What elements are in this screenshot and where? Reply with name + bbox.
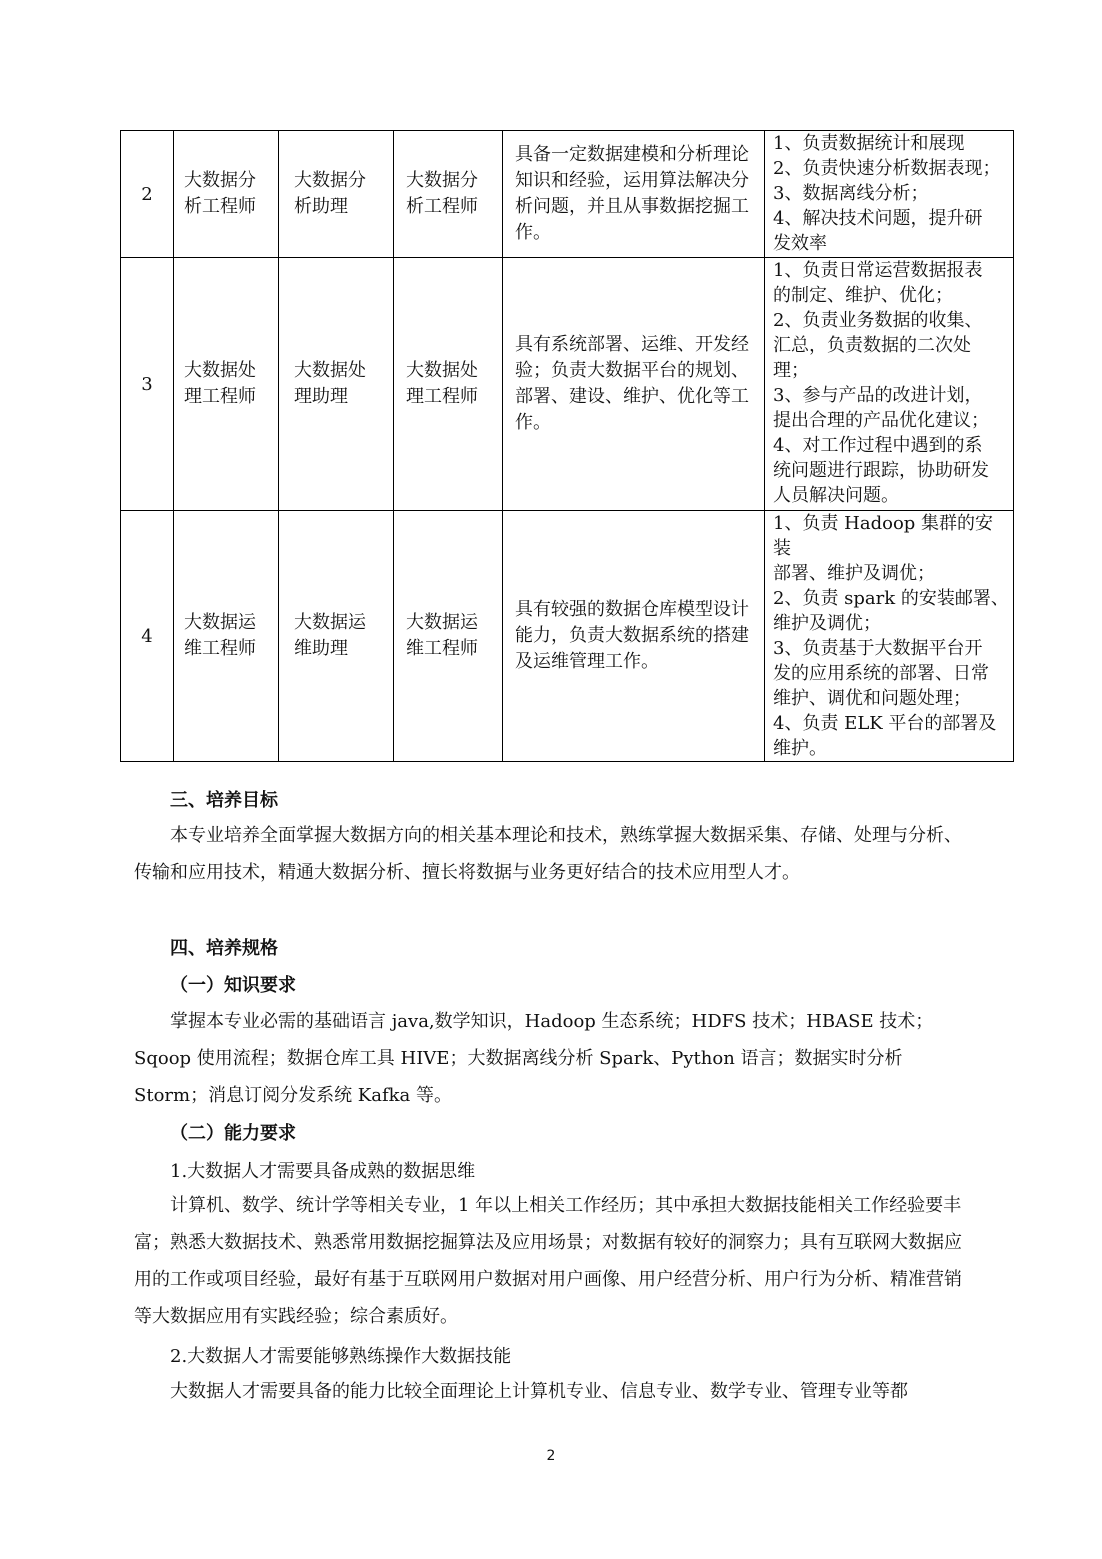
row-number: 3: [121, 258, 174, 511]
duty-line: 3、负责基于大数据平台开: [773, 638, 983, 659]
row-number: 4: [121, 511, 174, 762]
duty-line: 1、负责 Hadoop 集群的安装: [773, 513, 994, 559]
requirement-cell: 具备一定数据建模和分析理论知识和经验，运用算法解决分析问题，并且从事数据挖掘工作。: [503, 131, 765, 258]
ability-item1-body: [134, 1187, 974, 1335]
duty-line: 部署、维护及调优；: [773, 563, 935, 584]
page-number: 2: [546, 1448, 556, 1464]
ability-item1-paragraph: 计算机、数学、统计学等相关专业，1 年以上相关工作经历；其中承担大数据技能相关工作经验要丰富；熟悉大数据技术、熟悉常用数据挖掘算法及应用场景；对数据有较好的洞察力；具有互联网大数据应用的工作或项目经验，最好有基于互联网用户数据对用户画像、用户经营分析、用户行为分析、精准营销等大数据应用有实践经验；综合素质好。: [134, 1195, 962, 1327]
duty-line: 4、负责 ELK 平台的部署及: [773, 713, 997, 734]
target-position: 大数据分析工程师: [406, 170, 478, 217]
duty-line: 维护、调优和问题处理；: [773, 688, 971, 709]
duty-cell: [765, 511, 1014, 762]
position-name: 大数据处理工程师: [184, 360, 256, 407]
duty-line: 2、负责业务数据的收集、: [773, 310, 983, 331]
duty-line: 汇总，负责数据的二次处: [773, 335, 971, 356]
duty-line: 维护及调优；: [773, 613, 881, 634]
duty-line: 发效率: [773, 233, 827, 254]
ability-item2-title: 2.大数据人才需要能够熟练操作大数据技能: [170, 1346, 512, 1367]
duty-line: 2、负责 spark 的安装邮署、: [773, 588, 1009, 609]
duty-cell: [765, 258, 1014, 511]
requirement-cell: 具有系统部署、运维、开发经验；负责大数据平台的规划、部署、建设、维护、优化等工作。: [503, 258, 765, 511]
ability-item2-body: [134, 1373, 974, 1410]
knowledge-body: [134, 1003, 974, 1114]
duty-line: 理；: [773, 360, 809, 381]
duty-line: 1、负责日常运营数据报表: [773, 260, 983, 281]
section3-heading: 三、培养目标: [170, 790, 278, 811]
duty-line: 3、参与产品的改进计划，: [773, 385, 983, 406]
duty-line: 维护。: [773, 738, 827, 759]
table-row: [121, 511, 1014, 762]
duty-line: 3、数据离线分析；: [773, 183, 929, 204]
duty-line: 提出合理的产品优化建议；: [773, 410, 989, 431]
entry-position: 大数据处理助理: [294, 360, 366, 407]
position-name: 大数据分析工程师: [184, 170, 256, 217]
knowledge-heading: （一）知识要求: [170, 975, 296, 996]
duty-line: 2、负责快速分析数据表现；: [773, 158, 1001, 179]
duty-line: 4、解决技术问题，提升研: [773, 208, 983, 229]
ability-heading: （二）能力要求: [170, 1123, 296, 1144]
duty-line: 4、对工作过程中遇到的系: [773, 435, 983, 456]
position-name: 大数据运维工程师: [184, 612, 256, 659]
duty-line: 统问题进行跟踪，协助研发: [773, 460, 989, 481]
requirement-cell: 具有较强的数据仓库模型设计能力，负责大数据系统的搭建及运维管理工作。: [503, 511, 765, 762]
duty-line: 1、负责数据统计和展现: [773, 133, 965, 154]
table-row: [121, 131, 1014, 258]
row-number: 2: [121, 131, 174, 258]
entry-position: 大数据运维助理: [294, 612, 366, 659]
job-table: [120, 130, 1014, 762]
entry-position: 大数据分析助理: [294, 170, 366, 217]
target-position: 大数据处理工程师: [406, 360, 478, 407]
section3-paragraph: 本专业培养全面掌握大数据方向的相关基本理论和技术，熟练掌握大数据采集、存储、处理与分析、传输和应用技术，精通大数据分析、擅长将数据与业务更好结合的技术应用型人才。: [134, 825, 962, 883]
target-position: 大数据运维工程师: [406, 612, 478, 659]
section3-body: [134, 817, 974, 891]
duty-line: 人员解决问题。: [773, 485, 899, 506]
duty-cell: [765, 131, 1014, 258]
knowledge-paragraph: 掌握本专业必需的基础语言 java,数学知识，Hadoop 生态系统；HDFS 技术；HBASE 技术；Sqoop 使用流程；数据仓库工具 HIVE；大数据离线分析 Spark、Python 语言；数据实时分析 Storm；消息订阅分发系统 Kafka 等。: [134, 1011, 934, 1106]
duty-line: 的制定、维护、优化；: [773, 285, 953, 306]
table-row: [121, 258, 1014, 511]
duty-line: 发的应用系统的部署、日常: [773, 663, 989, 684]
ability-item2-paragraph: 大数据人才需要具备的能力比较全面理论上计算机专业、信息专业、数学专业、管理专业等都: [170, 1381, 908, 1402]
section4-heading: 四、培养规格: [170, 938, 278, 959]
ability-item1-title: 1.大数据人才需要具备成熟的数据思维: [170, 1161, 476, 1182]
